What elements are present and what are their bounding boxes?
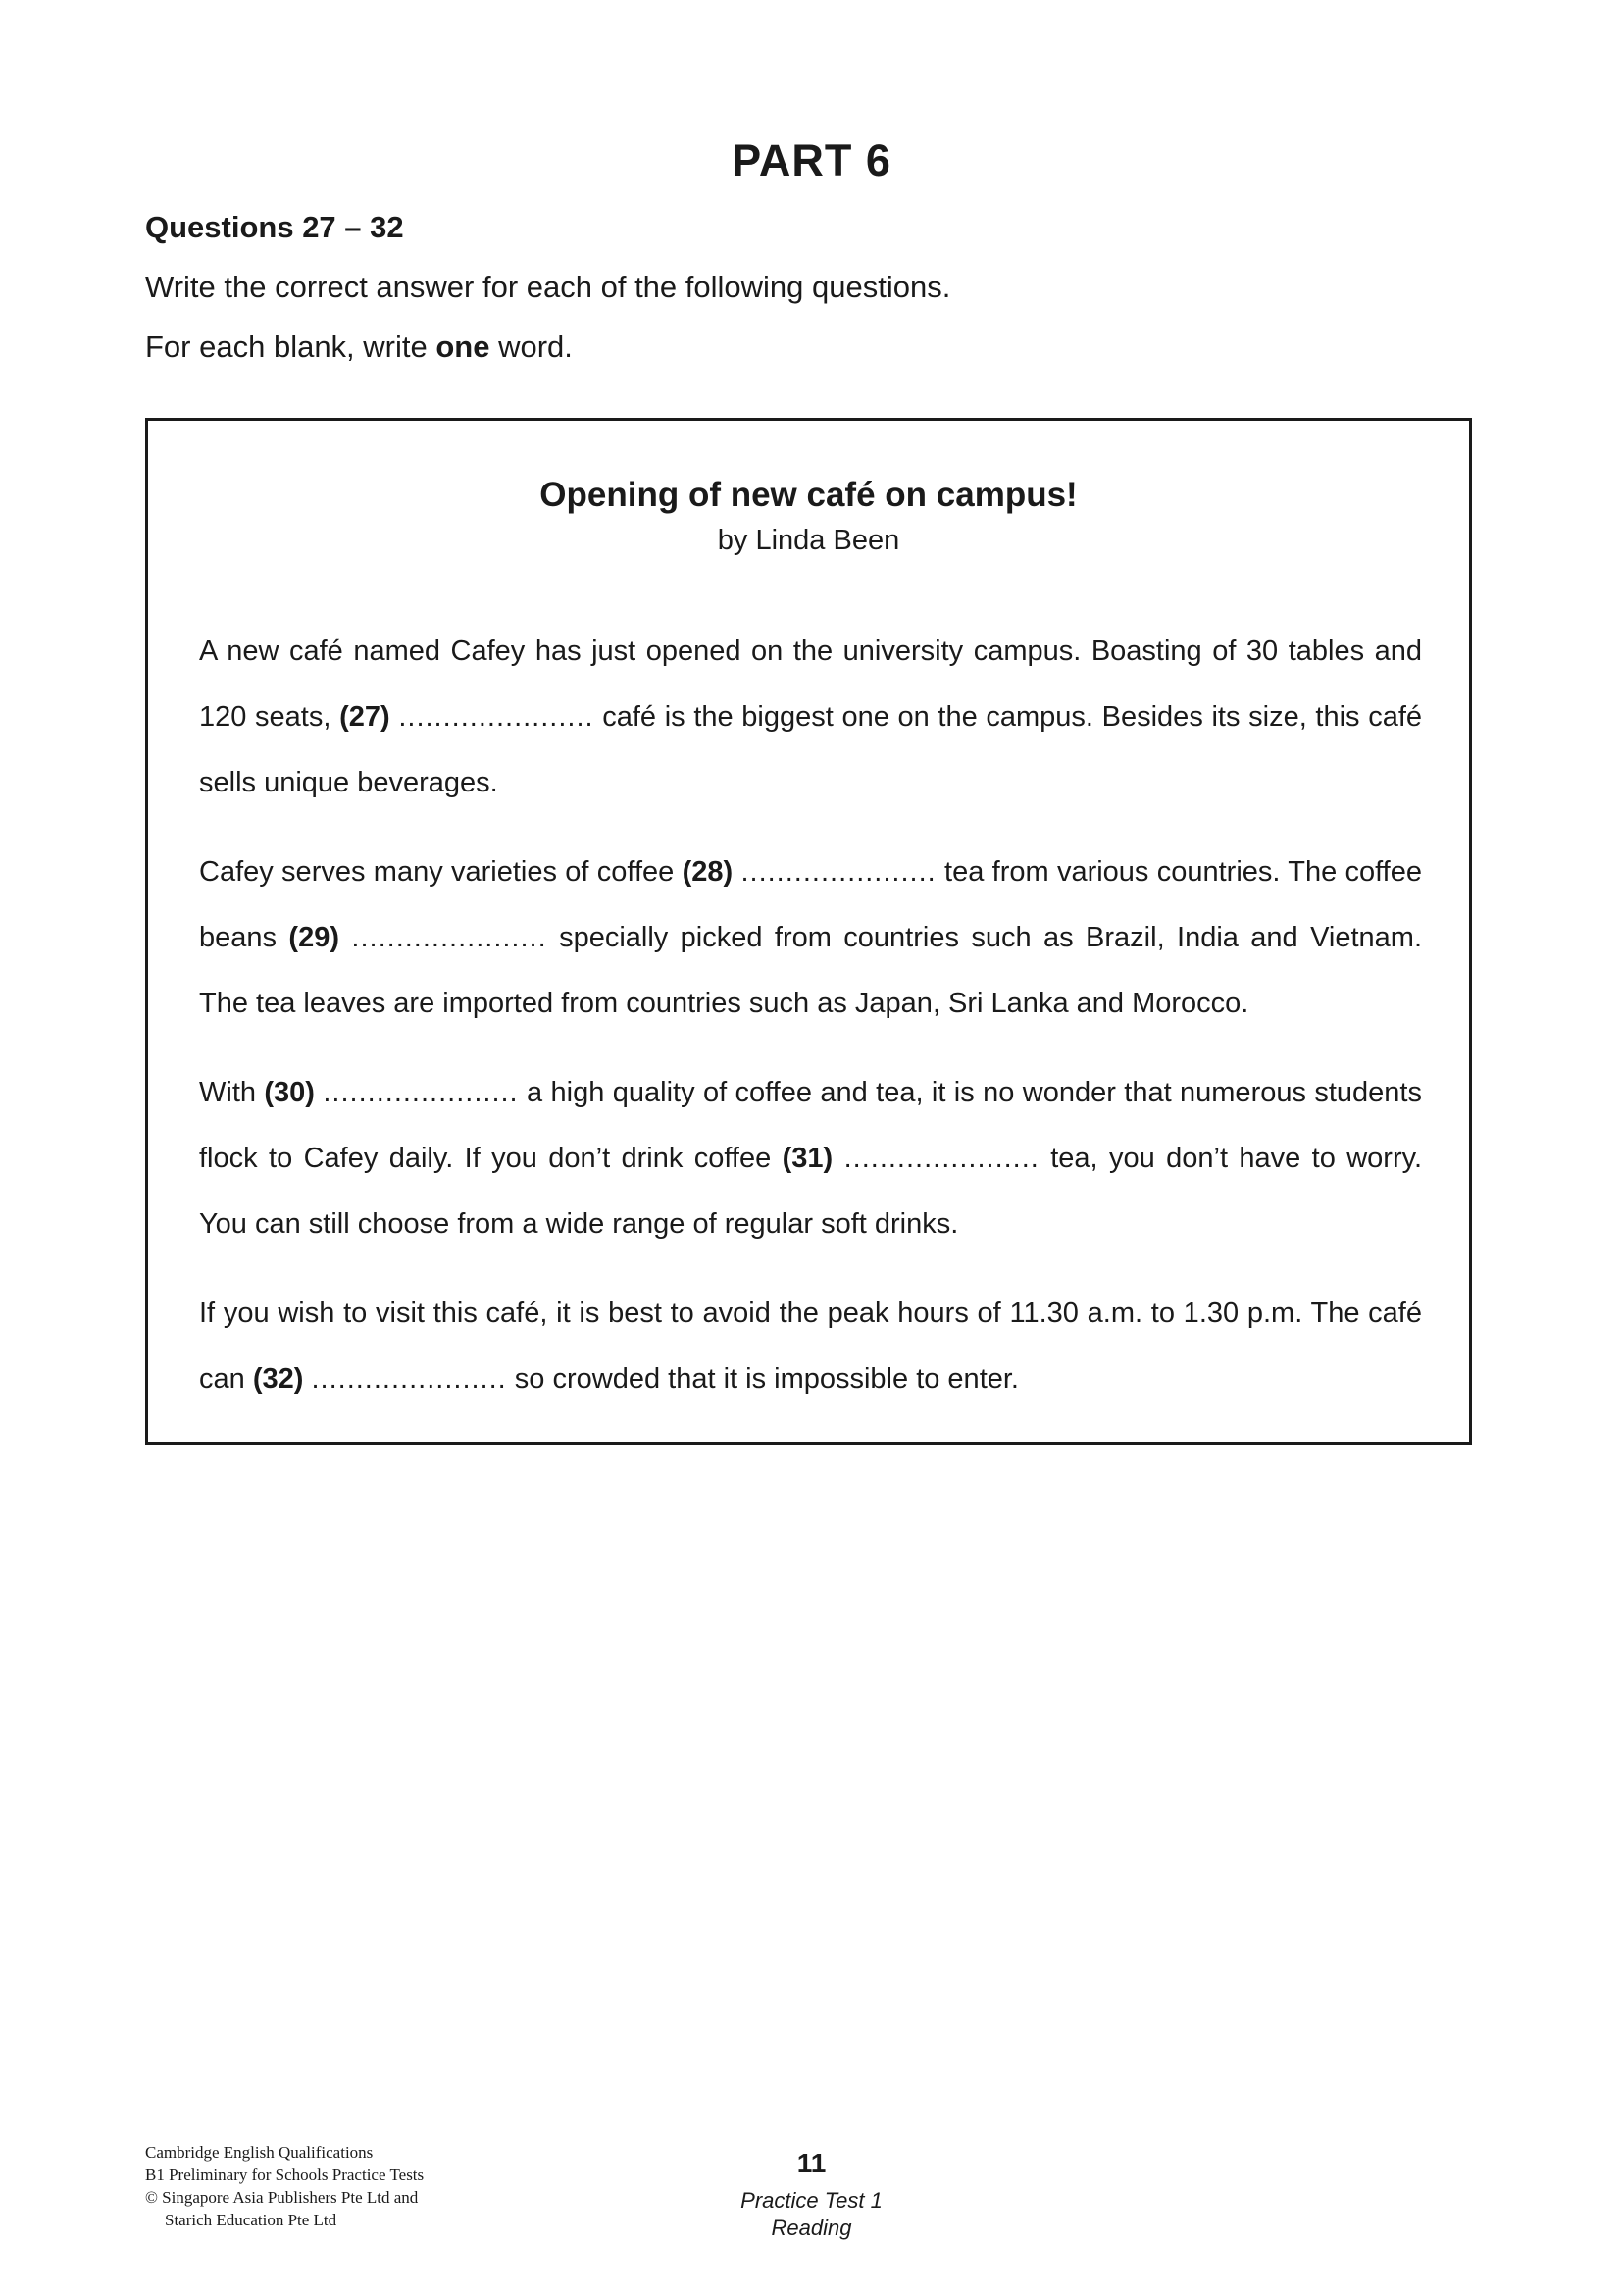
paragraph-1 (199, 619, 1422, 816)
page-footer (0, 2148, 1623, 2242)
p2-text-1: Cafey serves many varieties of coffee (199, 856, 683, 888)
section-name: Reading (771, 2216, 852, 2240)
question-27-number: (27) (339, 701, 390, 733)
instruction-post: word. (489, 330, 573, 364)
credit-line-2: B1 Preliminary for Schools Practice Tests (145, 2166, 425, 2184)
question-29-number: (29) (288, 922, 339, 953)
p3-text-2: a high quality of coffee and tea, it is no wonder that numerous students flock to Cafey daily. If you don’t drink coffee (199, 1077, 1422, 1174)
paragraph-3 (199, 1060, 1422, 1257)
blank-29[interactable]: ...................... (351, 922, 547, 953)
blank-28[interactable]: ...................... (740, 856, 937, 888)
p2-text-2: tea from various countries. The coffee beans (199, 856, 1422, 953)
article-box (145, 418, 1472, 1445)
question-32-number: (32) (252, 1363, 304, 1395)
test-name: Practice Test 1 (740, 2188, 883, 2213)
credit-line-1: Cambridge English Qualifications (145, 2143, 374, 2162)
blank-30[interactable]: ...................... (323, 1077, 519, 1108)
part-title: PART 6 (732, 135, 891, 185)
instruction-pre: For each blank, write (145, 330, 436, 364)
question-31-number: (31) (782, 1143, 834, 1174)
blank-32[interactable]: ...................... (311, 1363, 507, 1395)
instruction-bold-word: one (435, 330, 490, 364)
p1-text-1: A new café named Cafey has just opened on the university campus. Boasting of 30 tables and 120 seats, (199, 636, 1422, 733)
questions-label: Questions 27 – 32 (145, 210, 404, 244)
blank-27[interactable]: ...................... (398, 701, 594, 733)
paragraph-2 (199, 840, 1422, 1037)
p2-text-3: specially picked from countries such as Brazil, India and Vietnam. The tea leaves are imported from countries such as Japan, Sri Lanka and Morocco. (199, 922, 1422, 1019)
credit-line-3: © Singapore Asia Publishers Pte Ltd and (145, 2188, 419, 2207)
p4-text-2: so crowded that it is impossible to enter. (506, 1363, 1019, 1395)
page-number: 11 (796, 2148, 827, 2178)
article-byline: by Linda Been (717, 525, 900, 556)
p3-text-3: tea, you don’t have to worry. You can still choose from a wide range of regular soft drinks. (199, 1143, 1423, 1240)
credit-line-4: Starich Education Pte Ltd (165, 2211, 337, 2229)
question-28-number: (28) (682, 856, 734, 888)
p1-text-2: café is the biggest one on the campus. Besides its size, this café sells unique beverages. (199, 701, 1423, 798)
article-title: Opening of new café on campus! (539, 476, 1078, 514)
instruction-word-limit (145, 330, 573, 365)
paragraph-4 (199, 1281, 1422, 1412)
question-30-number: (30) (264, 1077, 315, 1108)
p4-text-1: If you wish to visit this café, it is best to avoid the peak hours of 11.30 a.m. to 1.30 p.m. The café can (199, 1298, 1422, 1395)
p3-text-1: With (199, 1077, 265, 1108)
instruction-text: Write the correct answer for each of the following questions. (145, 270, 951, 304)
blank-31[interactable]: ...................... (843, 1143, 1040, 1174)
